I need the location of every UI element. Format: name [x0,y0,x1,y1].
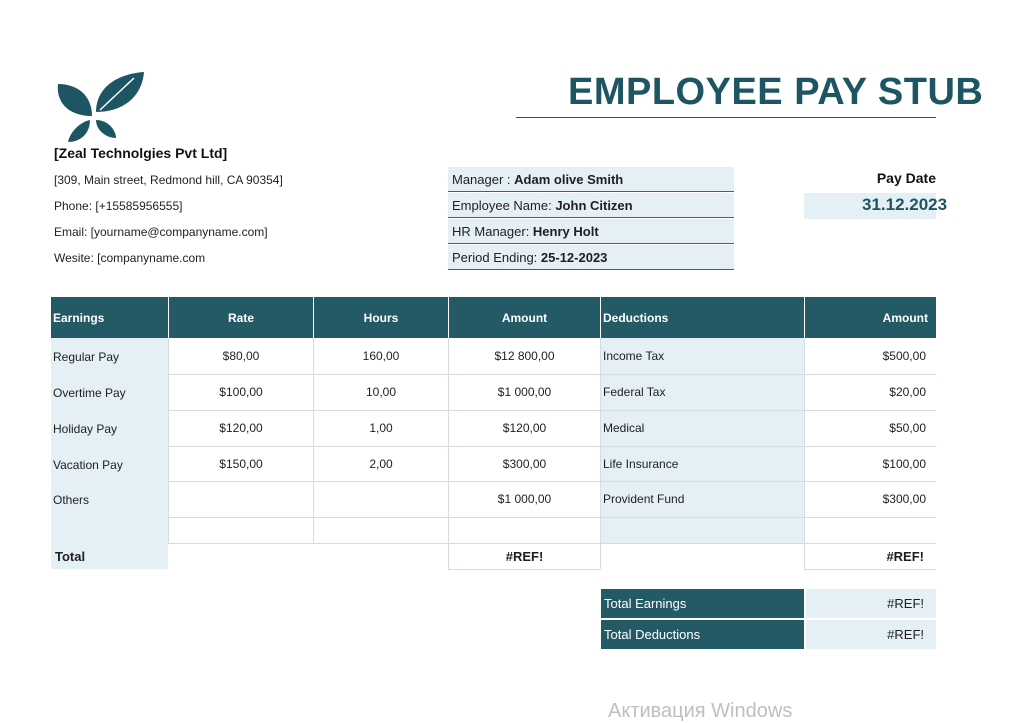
earning-rate [169,481,313,517]
deduction-amount: $500,00 [882,349,926,363]
earning-name: Others [53,493,90,507]
header-earnings: Earnings [51,297,168,338]
employee-name-field [448,193,734,218]
hr-value: Henry Holt [532,224,599,239]
header-earnings-amount: Amount [449,297,600,338]
earning-rate: $150,00 [219,457,263,471]
total-earnings-cell: #REF! [505,549,544,564]
earning-amount: $1 000,00 [497,492,552,506]
total-earnings-value: #REF! [806,589,936,618]
deduction-name: Medical [603,421,645,435]
header-rate: Rate [169,297,313,338]
earning-amount: $1 000,00 [497,385,552,399]
grid-line [168,517,936,518]
total-earnings-label: Total Earnings [601,589,804,618]
company-address: [309, Main street, Redmond hill, CA 90354] [54,173,283,187]
leaf-logo-icon [56,70,146,142]
earning-hours: 160,00 [362,349,400,363]
earning-amount: $300,00 [502,457,547,471]
earning-name: Holiday Pay [53,422,118,436]
header-deductions: Deductions [601,297,804,338]
deduction-amount: $20,00 [889,385,926,399]
company-name: [Zeal Technolgies Pvt Ltd] [54,145,228,161]
earning-rate: $120,00 [219,421,263,435]
manager-field [448,167,734,192]
earning-hours: 1,00 [369,421,393,435]
earning-name: Overtime Pay [53,386,126,400]
earning-name: Regular Pay [53,350,120,364]
header-deductions-amount: Amount [805,297,936,338]
deduction-name: Income Tax [603,349,665,363]
earning-amount: $120,00 [502,421,547,435]
header-hours: Hours [314,297,448,338]
employee-label: Employee Name: [452,198,556,213]
company-email: Email: [yourname@companyname.com] [54,225,268,239]
deduction-amount: $300,00 [882,492,926,506]
deduction-amount: $50,00 [889,421,926,435]
hr-manager-field [448,219,734,244]
total-deductions-cell: #REF! [886,549,924,564]
hr-label: HR Manager: [452,224,533,239]
deduction-amount: $100,00 [882,457,926,471]
earning-hours [314,481,448,517]
earning-hours: 10,00 [365,385,397,399]
grid-line [448,569,600,570]
period-ending-field [448,245,734,270]
earning-amount: $12 800,00 [494,349,555,363]
earning-rate: $80,00 [222,349,260,363]
page-title: EMPLOYEE PAY STUB [568,71,984,113]
grid-line [804,569,936,570]
deduction-name: Life Insurance [603,457,679,471]
earning-hours: 2,00 [369,457,393,471]
total-deductions-label: Total Deductions [601,620,804,649]
manager-label: Manager : [452,172,515,187]
windows-activation-watermark: Активация Windows [608,700,793,722]
pay-date-box [804,193,948,219]
total-deductions-value: #REF! [806,620,936,649]
manager-value: Adam olive Smith [514,172,624,187]
employee-value: John Citizen [555,198,633,213]
company-phone: Phone: [+15585956555] [54,199,183,213]
earning-name: Vacation Pay [53,458,123,472]
deduction-name: Federal Tax [603,385,666,399]
period-label: Period Ending: [452,250,541,265]
earning-rate: $100,00 [219,385,263,399]
title-underline [516,117,936,118]
deduction-name: Provident Fund [603,492,685,506]
company-website: Wesite: [companyname.com [54,251,206,265]
pay-date-label: Pay Date [876,170,936,186]
pay-date-value: 31.12.2023 [862,195,948,214]
period-value: 25-12-2023 [540,250,608,265]
total-label: Total [55,549,86,564]
